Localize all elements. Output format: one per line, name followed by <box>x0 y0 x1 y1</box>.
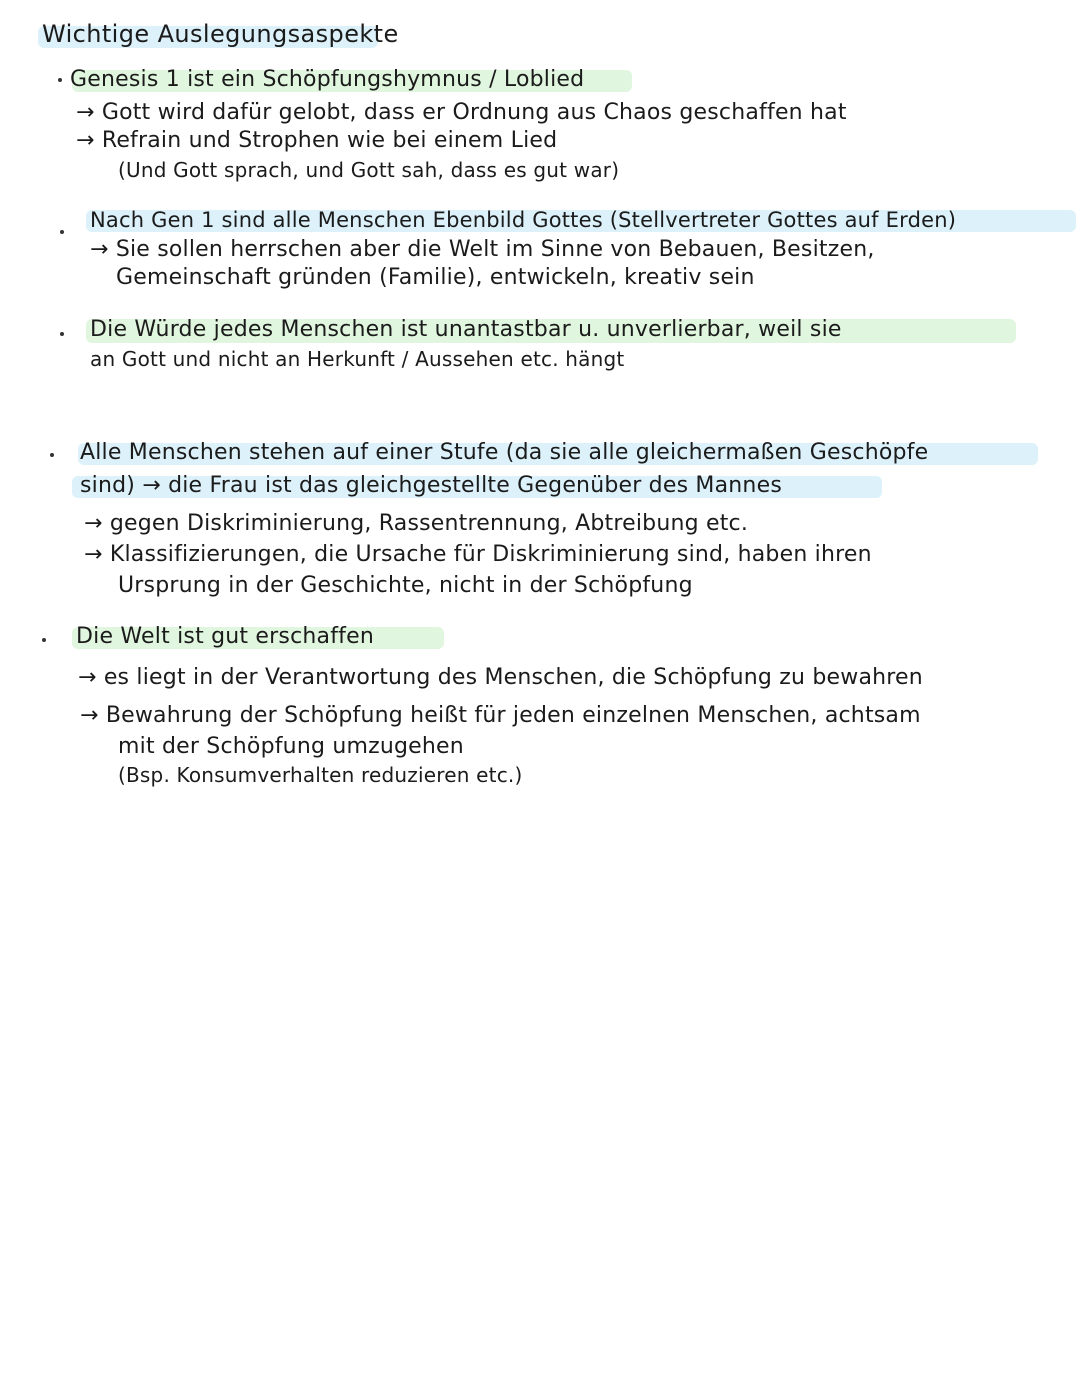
section-2-line-2: → Sie sollen herrschen aber die Welt im Sinne von Bebauen, Besitzen, <box>90 237 875 262</box>
section-5-line-3: → Bewahrung der Schöpfung heißt für jeden einzelnen Menschen, achtsam <box>80 703 921 728</box>
section-4-line-1: Alle Menschen stehen auf einer Stufe (da sie alle gleichermaßen Geschöpfe <box>80 440 929 465</box>
bullet-1 <box>58 78 62 82</box>
section-1-line-3: → Refrain und Strophen wie bei einem Lied <box>76 128 558 153</box>
section-4-line-5: Ursprung in der Geschichte, nicht in der Schöpfung <box>118 573 693 598</box>
bullet-4 <box>50 453 54 457</box>
bullet-5 <box>42 638 46 642</box>
section-5-line-4: mit der Schöpfung umzugehen <box>118 734 464 759</box>
bullet-3 <box>60 332 64 336</box>
section-4-line-4: → Klassifizierungen, die Ursache für Diskriminierung sind, haben ihren <box>84 542 872 567</box>
page-title: Wichtige Auslegungsaspekte <box>42 20 399 48</box>
bullet-2 <box>60 230 64 234</box>
section-5-line-2: → es liegt in der Verantwortung des Menschen, die Schöpfung zu bewahren <box>78 665 923 690</box>
section-2-line-3: Gemeinschaft gründen (Familie), entwickeln, kreativ sein <box>116 265 755 290</box>
section-3-line-1: Die Würde jedes Menschen ist unantastbar u. unverlierbar, weil sie <box>90 317 842 342</box>
section-5-line-1: Die Welt ist gut erschaffen <box>76 624 374 649</box>
section-5-line-5: (Bsp. Konsumverhalten reduzieren etc.) <box>118 763 523 787</box>
section-3-line-2: an Gott und nicht an Herkunft / Aussehen etc. hängt <box>90 347 625 371</box>
section-2-line-1: Nach Gen 1 sind alle Menschen Ebenbild Gottes (Stellvertreter Gottes auf Erden) <box>90 208 957 232</box>
section-1-line-1: Genesis 1 ist ein Schöpfungshymnus / Loblied <box>70 67 585 92</box>
section-4-line-2: sind) → die Frau ist das gleichgestellte Gegenüber des Mannes <box>80 473 782 498</box>
section-4-line-3: → gegen Diskriminierung, Rassentrennung, Abtreibung etc. <box>84 511 749 536</box>
section-1-line-2: → Gott wird dafür gelobt, dass er Ordnung aus Chaos geschaffen hat <box>76 100 847 125</box>
section-1-line-4: (Und Gott sprach, und Gott sah, dass es gut war) <box>118 158 620 182</box>
